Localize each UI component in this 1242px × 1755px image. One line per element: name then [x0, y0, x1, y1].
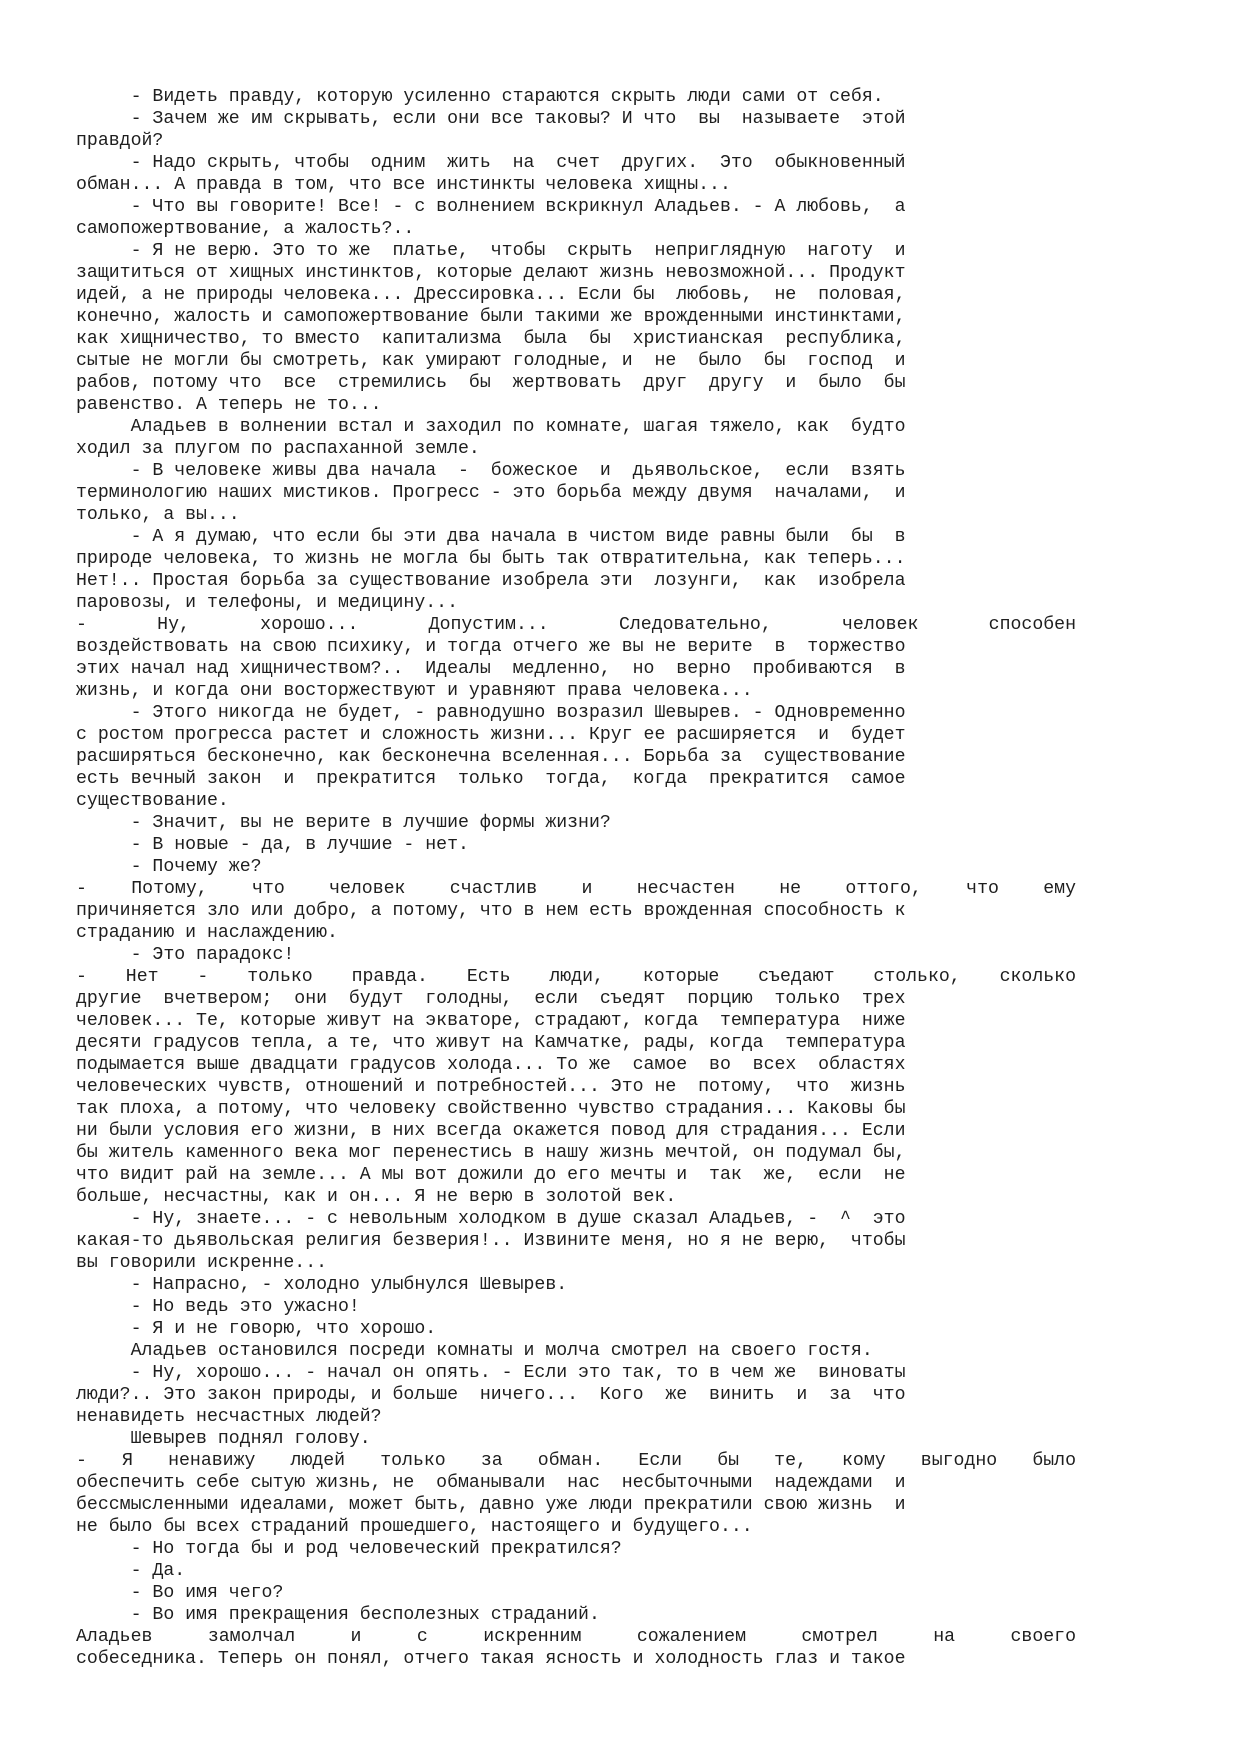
text-line: не было бы всех страданий прошедшего, настоящего и будущего...	[76, 1517, 753, 1537]
text-line: правдой?	[76, 131, 164, 151]
text-line: защититься от хищных инстинктов, которые делают жизнь невозможной... Продукт	[76, 263, 906, 283]
text-line: бы житель каменного века мог перенестись в нашу жизнь мечтой, он подумал бы,	[76, 1143, 906, 1163]
text-line: только, а вы...	[76, 505, 240, 525]
text-line: - В человеке живы два начала - божеское и дьявольское, если взять	[76, 461, 906, 481]
text-line: воздействовать на свою психику, и тогда отчего же вы не верите в торжество	[76, 637, 906, 657]
text-line: - Во имя прекращения бесполезных страданий.	[76, 1605, 600, 1625]
text-line: причиняется зло или добро, а потому, что в нем есть врожденная способность к	[76, 901, 906, 921]
text-line: Шевырев поднял голову.	[76, 1429, 371, 1449]
text-line: есть вечный закон и прекратится только тогда, когда прекратится самое	[76, 769, 906, 789]
text-line: - Ну, хорошо... Допустим... Следовательно, человек способен	[76, 615, 1076, 635]
text-line: Аладьев в волнении встал и заходил по комнате, шагая тяжело, как будто	[76, 417, 906, 437]
text-line: Аладьев остановился посреди комнаты и молча смотрел на своего гостя.	[76, 1341, 873, 1361]
text-line: обман... А правда в том, что все инстинкты человека хищны...	[76, 175, 731, 195]
text-line: бессмысленными идеалами, может быть, давно уже люди прекратили свою жизнь и	[76, 1495, 906, 1515]
text-line: самопожертвование, а жалость?..	[76, 219, 415, 239]
text-line: - Напрасно, - холодно улыбнулся Шевырев.	[76, 1275, 568, 1295]
text-line: обеспечить себе сытую жизнь, не обманывали нас несбыточными надеждами и	[76, 1473, 906, 1493]
text-line: сытые не могли бы смотреть, как умирают голодные, и не было бы господ и	[76, 351, 906, 371]
text-line: - Я ненавижу людей только за обман. Если бы те, кому выгодно было	[76, 1451, 1076, 1471]
document-page	[76, 86, 1076, 1670]
text-line: - Я не верю. Это то же платье, чтобы скрыть неприглядную наготу и	[76, 241, 906, 261]
text-line: ходил за плугом по распаханной земле.	[76, 439, 480, 459]
text-line: ненавидеть несчастных людей?	[76, 1407, 382, 1427]
text-line: - Видеть правду, которую усиленно стараются скрыть люди сами от себя.	[76, 87, 884, 107]
text-line: - Потому, что человек счастлив и несчастен не оттого, что ему	[76, 879, 1076, 899]
text-line: - Этого никогда не будет, - равнодушно возразил Шевырев. - Одновременно	[76, 703, 906, 723]
text-line: - Я и не говорю, что хорошо.	[76, 1319, 437, 1339]
text-line: - Нет - только правда. Есть люди, которые съедают столько, сколько	[76, 967, 1076, 987]
text-line: существование.	[76, 791, 229, 811]
text-line: человеческих чувств, отношений и потребностей... Это не потому, что жизнь	[76, 1077, 906, 1097]
text-line: - Во имя чего?	[76, 1583, 284, 1603]
text-line: равенство. А теперь не то...	[76, 395, 382, 415]
text-line: паровозы, и телефоны, и медицину...	[76, 593, 458, 613]
text-line: - Ну, хорошо... - начал он опять. - Если это так, то в чем же виноваты	[76, 1363, 906, 1383]
text-line: - Но тогда бы и род человеческий прекратился?	[76, 1539, 622, 1559]
text-line: этих начал над хищничеством?.. Идеалы медленно, но верно пробиваются в	[76, 659, 906, 679]
text-line: с ростом прогресса растет и сложность жизни... Круг ее расширяется и будет	[76, 725, 906, 745]
text-line: расширяться бесконечно, как бесконечна вселенная... Борьба за существование	[76, 747, 906, 767]
text-line: природе человека, то жизнь не могла бы быть так отвратительна, как теперь...	[76, 549, 906, 569]
text-line: конечно, жалость и самопожертвование были такими же врожденными инстинктами,	[76, 307, 906, 327]
text-line: - Но ведь это ужасно!	[76, 1297, 360, 1317]
text-line: терминологию наших мистиков. Прогресс - это борьба между двумя началами, и	[76, 483, 906, 503]
text-line: десяти градусов тепла, а те, что живут на Камчатке, рады, когда температура	[76, 1033, 906, 1053]
text-line: - В новые - да, в лучшие - нет.	[76, 835, 469, 855]
text-line: идей, а не природы человека... Дрессировка... Если бы любовь, не половая,	[76, 285, 906, 305]
text-line: собеседника. Теперь он понял, отчего такая ясность и холодность глаз и такое	[76, 1649, 906, 1669]
text-line: так плоха, а потому, что человеку свойственно чувство страдания... Каковы бы	[76, 1099, 906, 1119]
text-line: страданию и наслаждению.	[76, 923, 338, 943]
text-line: - А я думаю, что если бы эти два начала в чистом виде равны были бы в	[76, 527, 906, 547]
text-line: - Ну, знаете... - с невольным холодком в душе сказал Аладьев, - ^ это	[76, 1209, 906, 1229]
text-line: - Почему же?	[76, 857, 262, 877]
text-line: больше, несчастны, как и он... Я не верю в золотой век.	[76, 1187, 677, 1207]
text-line: вы говорили искренне...	[76, 1253, 328, 1273]
text-line: подымается выше двадцати градусов холода... То же самое во всех областях	[76, 1055, 906, 1075]
text-line: - Что вы говорите! Все! - с волнением вскрикнул Аладьев. - А любовь, а	[76, 197, 906, 217]
text-line: Аладьев замолчал и с искренним сожалением смотрел на своего	[76, 1627, 1076, 1647]
text-line: ни были условия его жизни, в них всегда окажется повод для страдания... Если	[76, 1121, 906, 1141]
text-line: - Зачем же им скрывать, если они все таковы? И что вы называете этой	[76, 109, 906, 129]
text-line: что видит рай на земле... А мы вот дожили до его мечты и так же, если не	[76, 1165, 906, 1185]
text-line: Нет!.. Простая борьба за существование изобрела эти лозунги, как изобрела	[76, 571, 906, 591]
text-line: - Да.	[76, 1561, 186, 1581]
text-line: жизнь, и когда они восторжествуют и уравняют права человека...	[76, 681, 753, 701]
text-line: какая-то дьявольская религия безверия!.. Извините меня, но я не верю, чтобы	[76, 1231, 906, 1251]
text-line: - Надо скрыть, чтобы одним жить на счет других. Это обыкновенный	[76, 153, 906, 173]
text-line: человек... Те, которые живут на экваторе, страдают, когда температура ниже	[76, 1011, 906, 1031]
text-line: рабов, потому что все стремились бы жертвовать друг другу и было бы	[76, 373, 906, 393]
text-line: - Это парадокс!	[76, 945, 295, 965]
text-line: - Значит, вы не верите в лучшие формы жизни?	[76, 813, 611, 833]
text-line: люди?.. Это закон природы, и больше ничего... Кого же винить и за что	[76, 1385, 906, 1405]
text-line: как хищничество, то вместо капитализма была бы христианская республика,	[76, 329, 906, 349]
text-line: другие вчетвером; они будут голодны, если съедят порцию только трех	[76, 989, 906, 1009]
